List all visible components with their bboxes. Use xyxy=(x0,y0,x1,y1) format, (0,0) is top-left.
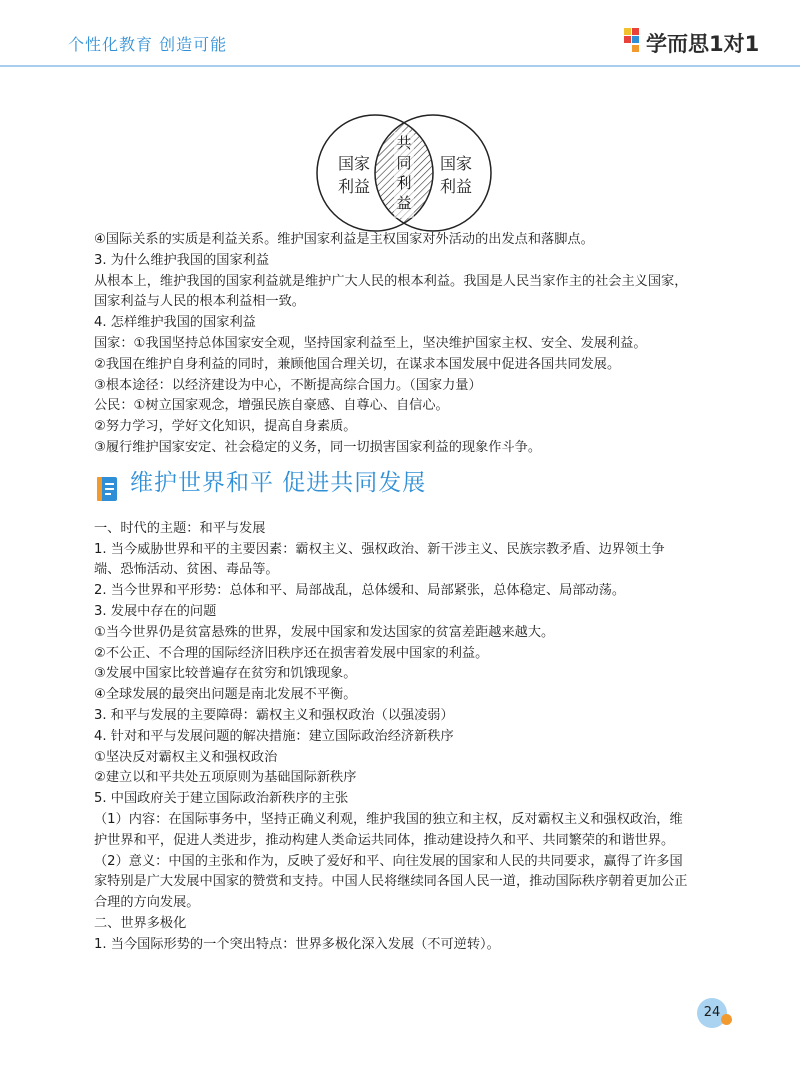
text-line: 5. 中国政府关于建立国际政治新秩序的主张 xyxy=(94,791,349,807)
text-line: 1. 当今威胁世界和平的主要因素：霸权主义、强权政治、新干涉主义、民族宗教矛盾、边界领土争 xyxy=(94,541,665,557)
text-line: 一、时代的主题：和平与发展 xyxy=(94,520,266,536)
text-line: 二、世界多极化 xyxy=(94,915,187,931)
brand-logo-icon xyxy=(622,26,646,56)
text-line: ③根本途径：以经济建设为中心，不断提高综合国力。（国家力量） xyxy=(94,377,482,393)
text-line: ③发展中国家比较普遍存在贫穷和饥饿现象。 xyxy=(94,666,357,682)
text-line: ③履行维护国家安定、社会稳定的义务，同一切损害国家利益的现象作斗争。 xyxy=(94,439,542,455)
page-content xyxy=(94,230,734,956)
page-number: 24 xyxy=(697,998,727,1028)
text-line: ①当今世界仍是贫富悬殊的世界，发展中国家和发达国家的贫富差距越来越大。 xyxy=(94,624,555,640)
text-line: 国家利益与人民的根本利益相一致。 xyxy=(94,294,305,310)
text-line: 家特别是广大发展中国家的赞赏和支持。中国人民将继续同各国人民一道，推动国际秩序朝着更加公正 xyxy=(94,874,688,890)
venn-center-char-3: 利 xyxy=(396,174,412,192)
text-line: ①坚决反对霸权主义和强权政治 xyxy=(94,749,278,765)
text-line: ④国际关系的实质是利益关系。维护国家利益是主权国家对外活动的出发点和落脚点。 xyxy=(94,232,594,247)
brand-name: 学而思1对1 xyxy=(646,32,760,56)
venn-right-label-1: 国家 xyxy=(439,154,473,173)
text-line: 公民：①树立国家观念，增强民族自豪感、自尊心、自信心。 xyxy=(94,398,449,414)
text-line: 从根本上，维护我国的国家利益就是维护广大人民的根本利益。我国是人民当家作主的社会主义国家， xyxy=(94,273,688,289)
page-header xyxy=(0,0,800,68)
text-line: 端、恐怖活动、贫困、毒品等。 xyxy=(94,562,279,578)
header-divider xyxy=(0,65,800,67)
text-line: 3. 和平与发展的主要障碍：霸权主义和强权政治（以强凌弱） xyxy=(94,707,454,723)
venn-left-label-1: 国家 xyxy=(337,154,371,173)
venn-left-label-2: 利益 xyxy=(337,177,371,196)
text-line: ②建立以和平共处五项原则为基础国际新秩序 xyxy=(94,770,357,786)
venn-center-char-1: 共 xyxy=(396,134,412,152)
text-line: （1）内容：在国际事务中，坚持正确义利观，维护我国的独立和主权，反对霸权主义和强权政治，维 xyxy=(94,811,683,827)
venn-right-label-2: 利益 xyxy=(439,177,473,196)
venn-center-char-2: 同 xyxy=(396,154,412,172)
text-line: （2）意义：中国的主张和作为，反映了爱好和平、向往发展的国家和人民的共同要求，赢得了许多国 xyxy=(94,853,683,869)
text-line: ④全球发展的最突出问题是南北发展不平衡。 xyxy=(94,687,357,703)
text-line: ②努力学习，学好文化知识，提高自身素质。 xyxy=(94,419,357,435)
text-line: ②不公正、不合理的国际经济旧秩序还在损害着发展中国家的利益。 xyxy=(94,645,489,661)
page-number-dot xyxy=(721,1014,732,1025)
notebook-icon xyxy=(94,475,120,503)
section-title: 维护世界和平 促进共同发展 xyxy=(130,469,427,496)
section-heading xyxy=(94,465,734,513)
text-line: 护世界和平，促进人类进步，推动构建人类命运共同体，推动建设持久和平、共同繁荣的和谐世界。 xyxy=(94,832,675,848)
national-interest-venn-diagram xyxy=(316,112,492,234)
text-line: 4. 怎样维护我国的国家利益 xyxy=(94,315,256,331)
text-line: 国家：①我国坚持总体国家安全观，坚持国家利益至上，坚决维护国家主权、安全、发展利益。 xyxy=(94,335,647,351)
text-line: ②我国在维护自身利益的同时，兼顾他国合理关切，在谋求本国发展中促进各国共同发展。 xyxy=(94,356,621,372)
header-slogan: 个性化教育 创造可能 xyxy=(68,35,228,54)
text-line: 3. 发展中存在的问题 xyxy=(94,603,217,619)
text-line: 1. 当今国际形势的一个突出特点：世界多极化深入发展（不可逆转）。 xyxy=(94,936,500,952)
text-line: 4. 针对和平与发展问题的解决措施：建立国际政治经济新秩序 xyxy=(94,728,454,744)
venn-center-char-4: 益 xyxy=(396,194,412,212)
text-line: 合理的方向发展。 xyxy=(94,895,200,911)
text-line: 3. 为什么维护我国的国家利益 xyxy=(94,252,270,268)
text-line: 2. 当今世界和平形势：总体和平、局部战乱，总体缓和、局部紧张，总体稳定、局部动荡。 xyxy=(94,583,626,599)
